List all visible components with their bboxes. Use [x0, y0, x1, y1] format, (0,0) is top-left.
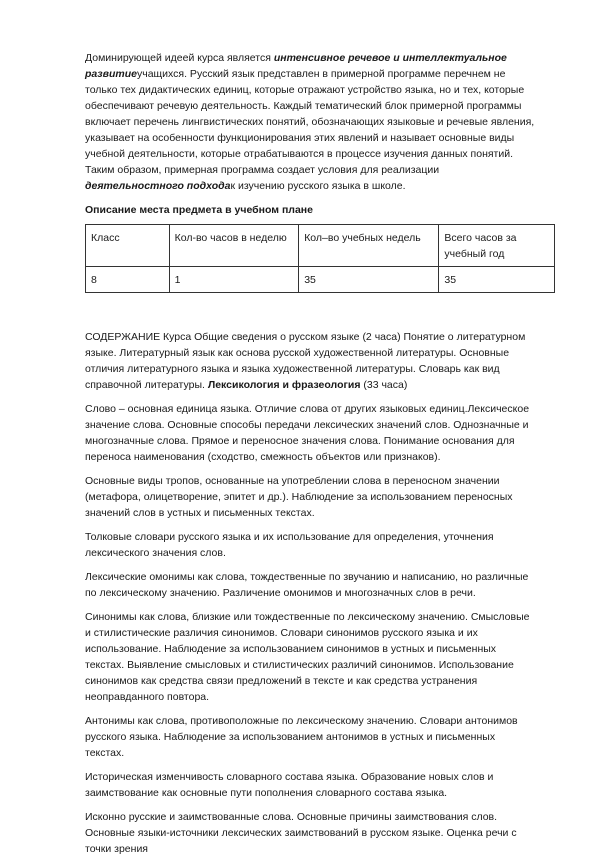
intro-paragraph — [85, 50, 535, 194]
paragraph-borrowed-words: Исконно русские и заимствованные слова. Основные причины заимствования слов. Основные языки-источники лексических заимствований в русском языке. Оценка речи с точки зрения — [85, 811, 517, 855]
paragraph-word: Слово – основная единица языка. Отличие слова от других языковых единиц.Лексическое значение слова. Основные способы передачи лексических значений слов. Однозначные и многозначные слова. Прямое и переносное значения слова. Понимание основания для переноса наименования (сходство, смежность объектов или признаков). — [85, 403, 530, 463]
content-intro-text: СОДЕРЖАНИЕ Курса Общие сведения о русском языке (2 часа) Понятие о литературном языке. Литературный язык как основа русской художественной литературы. Основные отличия литературного языка и языка художественной литературы. Словарь как вид справочной литературы. — [85, 331, 526, 391]
paragraph-antonyms: Антонимы как слова, противоположные по лексическому значению. Словари антонимов русского языка. Наблюдение за использованием антонимов в устных и письменных текстах. — [85, 715, 518, 759]
paragraph-dictionaries: Толковые словари русского языка и их использование для определения, уточнения лексического значения слов. — [85, 531, 494, 559]
section-hours: (33 часа) — [360, 379, 408, 391]
intro-emphasis-development: интенсивное речевое и интеллектуальное развитие — [85, 52, 507, 80]
table-header-row — [86, 225, 555, 267]
paragraph-homonyms: Лексические омонимы как слова, тождественные по звучанию и написанию, но различные по лексическому значению. Различение омонимов и многозначных слов в речи. — [85, 571, 529, 599]
study-plan-table — [85, 224, 555, 293]
intro-emphasis-approach: деятельностного подхода — [85, 180, 231, 192]
document-page — [85, 50, 535, 865]
paragraph-tropes: Основные виды тропов, основанные на употреблении слова в переносном значении (метафора, олицетворение, эпитет и др.). Наблюдение за использованием переносных значений слов в устных и письменных текстах. — [85, 475, 513, 519]
table-cell: 1 — [169, 267, 299, 293]
plan-heading: Описание места предмета в учебном плане — [85, 204, 313, 216]
table-header-cell: Кол-во часов в неделю — [169, 225, 299, 267]
section-title-lexicology: Лексикология и фразеология — [207, 379, 361, 391]
table-cell: 8 — [86, 267, 170, 293]
table-cell: 35 — [299, 267, 439, 293]
intro-text-2: учащихся. Русский язык представлен в примерной программе перечнем не только тех дидактических единиц, которые отражают устройство языка, но и тех, которые обеспечивают речевую деятельность. Каждый тематический блок примерной программы включает перечень лингвистических понятий, обозначающих языковые и речевые явления, указывает на особенности функционирования этих явлений и называет основные виды учебной деятельности, которые отрабатываются в процессе изучения данных понятий. Таким образом, примерная программа создает условия для реализации — [85, 68, 535, 176]
table-header-cell: Всего часов за учебный год — [439, 225, 555, 267]
paragraph-vocabulary-history: Историческая изменчивость словарного состава языка. Образование новых слов и заимствование как основные пути пополнения словарного состава языка. — [85, 771, 494, 799]
table-header-cell: Класс — [86, 225, 170, 267]
intro-text-3: к изучению русского языка в школе. — [230, 180, 406, 192]
content-paragraph — [85, 329, 535, 393]
table-row — [86, 267, 555, 293]
table-header-cell: Кол–во учебных недель — [299, 225, 439, 267]
intro-text-1: Доминирующей идеей курса является — [85, 52, 274, 64]
table-cell: 35 — [439, 267, 555, 293]
paragraph-synonyms: Синонимы как слова, близкие или тождественные по лексическому значению. Смысловые и стилистические различия синонимов. Словари синонимов русского языка и их использование. Наблюдение за использованием синонимов в устных и письменных текстах. Выявление смысловых и стилистических различий синонимов. Использование синонимов как средства связи предложений в тексте и как средства устранения неоправданного повтора. — [85, 611, 530, 703]
